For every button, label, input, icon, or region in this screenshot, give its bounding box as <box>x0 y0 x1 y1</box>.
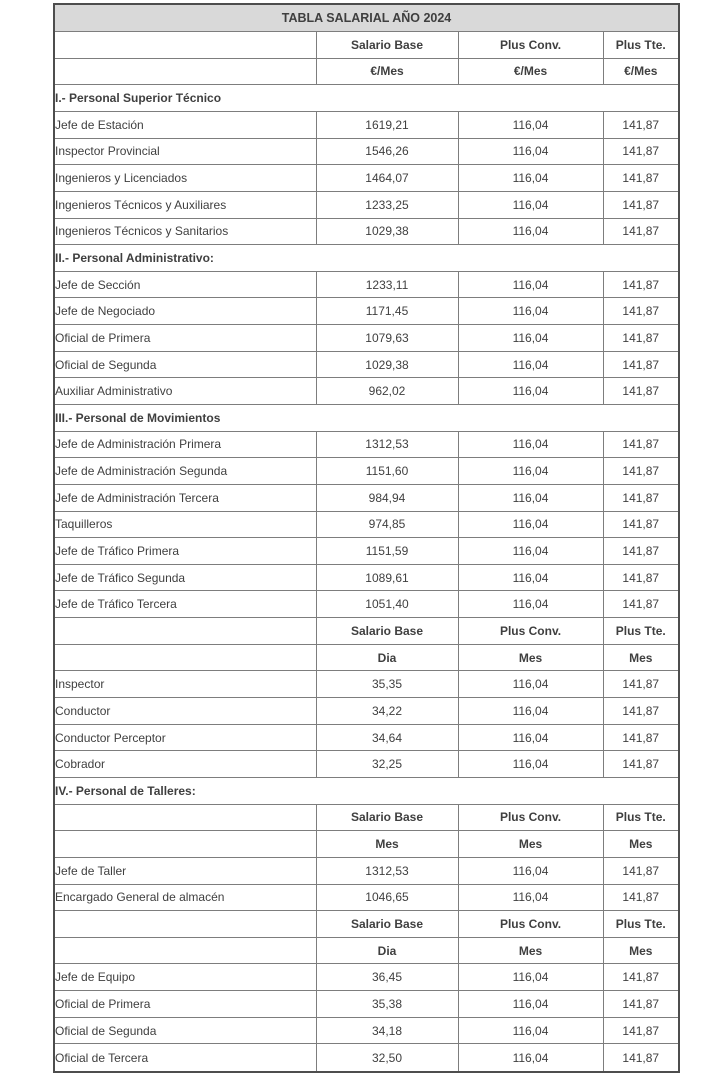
data-row <box>54 298 679 325</box>
spacer-cell <box>54 937 316 964</box>
data-row <box>54 671 679 698</box>
value-cell: 1171,45 <box>316 298 458 325</box>
value-cell: 34,22 <box>316 698 458 725</box>
data-row <box>54 191 679 218</box>
value-cell: 116,04 <box>458 698 603 725</box>
data-row <box>54 111 679 138</box>
category-cell: Encargado General de almacén <box>54 884 316 911</box>
value-cell: 116,04 <box>458 351 603 378</box>
data-row <box>54 1044 679 1072</box>
category-cell: Cobrador <box>54 751 316 778</box>
units-row <box>54 937 679 964</box>
value-cell: 1089,61 <box>316 564 458 591</box>
value-cell: 34,18 <box>316 1017 458 1044</box>
value-cell: 141,87 <box>603 271 679 298</box>
value-cell: 116,04 <box>458 298 603 325</box>
data-row <box>54 431 679 458</box>
value-cell: 141,87 <box>603 351 679 378</box>
value-cell: 116,04 <box>458 591 603 618</box>
colheads-row <box>54 618 679 645</box>
value-cell: 141,87 <box>603 218 679 245</box>
unit-header-cell: Mes <box>316 831 458 858</box>
value-cell: 1029,38 <box>316 218 458 245</box>
value-cell: 35,38 <box>316 991 458 1018</box>
unit-header-cell: Mes <box>603 831 679 858</box>
data-row <box>54 1017 679 1044</box>
salary-table-body <box>54 4 679 1072</box>
value-cell: 974,85 <box>316 511 458 538</box>
value-cell: 1464,07 <box>316 165 458 192</box>
value-cell: 141,87 <box>603 325 679 352</box>
value-cell: 116,04 <box>458 671 603 698</box>
value-cell: 1233,11 <box>316 271 458 298</box>
category-cell: Oficial de Primera <box>54 991 316 1018</box>
value-cell: 116,04 <box>458 1044 603 1072</box>
unit-header-cell: Dia <box>316 644 458 671</box>
value-cell: 32,25 <box>316 751 458 778</box>
section-label: II.- Personal Administrativo: <box>54 245 679 272</box>
data-row <box>54 378 679 405</box>
value-cell: 116,04 <box>458 964 603 991</box>
column-header-cell: Plus Conv. <box>458 618 603 645</box>
unit-header-cell: €/Mes <box>603 58 679 85</box>
data-row <box>54 458 679 485</box>
data-row <box>54 964 679 991</box>
colheads-row <box>54 804 679 831</box>
spacer-cell <box>54 804 316 831</box>
value-cell: 34,64 <box>316 724 458 751</box>
value-cell: 141,87 <box>603 111 679 138</box>
value-cell: 116,04 <box>458 458 603 485</box>
salary-table <box>53 3 680 1073</box>
units-row <box>54 831 679 858</box>
data-row <box>54 271 679 298</box>
value-cell: 141,87 <box>603 431 679 458</box>
value-cell: 116,04 <box>458 111 603 138</box>
value-cell: 141,87 <box>603 964 679 991</box>
value-cell: 141,87 <box>603 698 679 725</box>
value-cell: 116,04 <box>458 325 603 352</box>
category-cell: Jefe de Administración Segunda <box>54 458 316 485</box>
unit-header-cell: €/Mes <box>316 58 458 85</box>
section-row <box>54 405 679 432</box>
value-cell: 116,04 <box>458 724 603 751</box>
unit-header-cell: Mes <box>603 937 679 964</box>
value-cell: 116,04 <box>458 511 603 538</box>
category-cell: Oficial de Segunda <box>54 351 316 378</box>
section-label: III.- Personal de Movimientos <box>54 405 679 432</box>
value-cell: 116,04 <box>458 538 603 565</box>
category-cell: Jefe de Taller <box>54 857 316 884</box>
category-cell: Jefe de Administración Primera <box>54 431 316 458</box>
value-cell: 141,87 <box>603 724 679 751</box>
value-cell: 1312,53 <box>316 857 458 884</box>
data-row <box>54 564 679 591</box>
value-cell: 141,87 <box>603 538 679 565</box>
category-cell: Taquilleros <box>54 511 316 538</box>
data-row <box>54 484 679 511</box>
column-header-cell: Plus Conv. <box>458 911 603 938</box>
value-cell: 141,87 <box>603 1044 679 1072</box>
value-cell: 141,87 <box>603 484 679 511</box>
value-cell: 1151,60 <box>316 458 458 485</box>
value-cell: 116,04 <box>458 271 603 298</box>
data-row <box>54 698 679 725</box>
value-cell: 141,87 <box>603 511 679 538</box>
spacer-cell <box>54 618 316 645</box>
spacer-cell <box>54 644 316 671</box>
value-cell: 36,45 <box>316 964 458 991</box>
spacer-cell <box>54 58 316 85</box>
value-cell: 116,04 <box>458 1017 603 1044</box>
value-cell: 116,04 <box>458 564 603 591</box>
value-cell: 141,87 <box>603 191 679 218</box>
value-cell: 141,87 <box>603 458 679 485</box>
category-cell: Jefe de Sección <box>54 271 316 298</box>
data-row <box>54 325 679 352</box>
value-cell: 1151,59 <box>316 538 458 565</box>
column-header-cell: Plus Tte. <box>603 804 679 831</box>
column-header-cell: Salario Base <box>316 804 458 831</box>
column-header-cell: Salario Base <box>316 32 458 59</box>
column-header-cell: Plus Conv. <box>458 804 603 831</box>
category-cell: Oficial de Segunda <box>54 1017 316 1044</box>
category-cell: Auxiliar Administrativo <box>54 378 316 405</box>
value-cell: 141,87 <box>603 564 679 591</box>
data-row <box>54 857 679 884</box>
value-cell: 116,04 <box>458 884 603 911</box>
section-label: IV.- Personal de Talleres: <box>54 777 679 804</box>
category-cell: Oficial de Primera <box>54 325 316 352</box>
category-cell: Jefe de Negociado <box>54 298 316 325</box>
value-cell: 32,50 <box>316 1044 458 1072</box>
category-cell: Conductor <box>54 698 316 725</box>
title-row <box>54 4 679 32</box>
value-cell: 141,87 <box>603 1017 679 1044</box>
value-cell: 1029,38 <box>316 351 458 378</box>
category-cell: Jefe de Estación <box>54 111 316 138</box>
spacer-cell <box>54 911 316 938</box>
value-cell: 35,35 <box>316 671 458 698</box>
unit-header-cell: Mes <box>458 644 603 671</box>
data-row <box>54 591 679 618</box>
value-cell: 141,87 <box>603 991 679 1018</box>
units-row <box>54 644 679 671</box>
section-row <box>54 245 679 272</box>
category-cell: Inspector <box>54 671 316 698</box>
value-cell: 141,87 <box>603 751 679 778</box>
column-header-cell: Plus Tte. <box>603 911 679 938</box>
unit-header-cell: Mes <box>458 937 603 964</box>
value-cell: 141,87 <box>603 591 679 618</box>
data-row <box>54 538 679 565</box>
category-cell: Jefe de Tráfico Primera <box>54 538 316 565</box>
value-cell: 116,04 <box>458 431 603 458</box>
value-cell: 116,04 <box>458 138 603 165</box>
data-row <box>54 724 679 751</box>
data-row <box>54 991 679 1018</box>
section-row <box>54 85 679 112</box>
category-cell: Oficial de Tercera <box>54 1044 316 1072</box>
column-header-cell: Salario Base <box>316 911 458 938</box>
value-cell: 1312,53 <box>316 431 458 458</box>
value-cell: 1233,25 <box>316 191 458 218</box>
data-row <box>54 884 679 911</box>
column-header-cell: Salario Base <box>316 618 458 645</box>
value-cell: 1079,63 <box>316 325 458 352</box>
value-cell: 141,87 <box>603 165 679 192</box>
value-cell: 141,87 <box>603 298 679 325</box>
spacer-cell <box>54 32 316 59</box>
category-cell: Jefe de Administración Tercera <box>54 484 316 511</box>
value-cell: 141,87 <box>603 378 679 405</box>
value-cell: 1619,21 <box>316 111 458 138</box>
unit-header-cell: Mes <box>458 831 603 858</box>
column-header-cell: Plus Tte. <box>603 32 679 59</box>
value-cell: 116,04 <box>458 857 603 884</box>
category-cell: Ingenieros Técnicos y Sanitarios <box>54 218 316 245</box>
data-row <box>54 138 679 165</box>
spacer-cell <box>54 831 316 858</box>
page-title: TABLA SALARIAL AÑO 2024 <box>54 4 679 32</box>
category-cell: Jefe de Tráfico Segunda <box>54 564 316 591</box>
value-cell: 984,94 <box>316 484 458 511</box>
unit-header-cell: Dia <box>316 937 458 964</box>
category-cell: Ingenieros Técnicos y Auxiliares <box>54 191 316 218</box>
value-cell: 141,87 <box>603 138 679 165</box>
unit-header-cell: €/Mes <box>458 58 603 85</box>
data-row <box>54 218 679 245</box>
value-cell: 1046,65 <box>316 884 458 911</box>
category-cell: Jefe de Tráfico Tercera <box>54 591 316 618</box>
value-cell: 1051,40 <box>316 591 458 618</box>
category-cell: Conductor Perceptor <box>54 724 316 751</box>
colheads-row <box>54 32 679 59</box>
data-row <box>54 751 679 778</box>
value-cell: 116,04 <box>458 218 603 245</box>
category-cell: Inspector Provincial <box>54 138 316 165</box>
value-cell: 1546,26 <box>316 138 458 165</box>
data-row <box>54 351 679 378</box>
section-label: I.- Personal Superior Técnico <box>54 85 679 112</box>
data-row <box>54 511 679 538</box>
value-cell: 141,87 <box>603 671 679 698</box>
data-row <box>54 165 679 192</box>
value-cell: 116,04 <box>458 751 603 778</box>
category-cell: Jefe de Equipo <box>54 964 316 991</box>
section-row <box>54 777 679 804</box>
value-cell: 962,02 <box>316 378 458 405</box>
value-cell: 116,04 <box>458 484 603 511</box>
column-header-cell: Plus Tte. <box>603 618 679 645</box>
unit-header-cell: Mes <box>603 644 679 671</box>
value-cell: 116,04 <box>458 191 603 218</box>
value-cell: 116,04 <box>458 378 603 405</box>
colheads-row <box>54 911 679 938</box>
value-cell: 116,04 <box>458 991 603 1018</box>
units-row <box>54 58 679 85</box>
value-cell: 141,87 <box>603 857 679 884</box>
value-cell: 141,87 <box>603 884 679 911</box>
category-cell: Ingenieros y Licenciados <box>54 165 316 192</box>
column-header-cell: Plus Conv. <box>458 32 603 59</box>
value-cell: 116,04 <box>458 165 603 192</box>
